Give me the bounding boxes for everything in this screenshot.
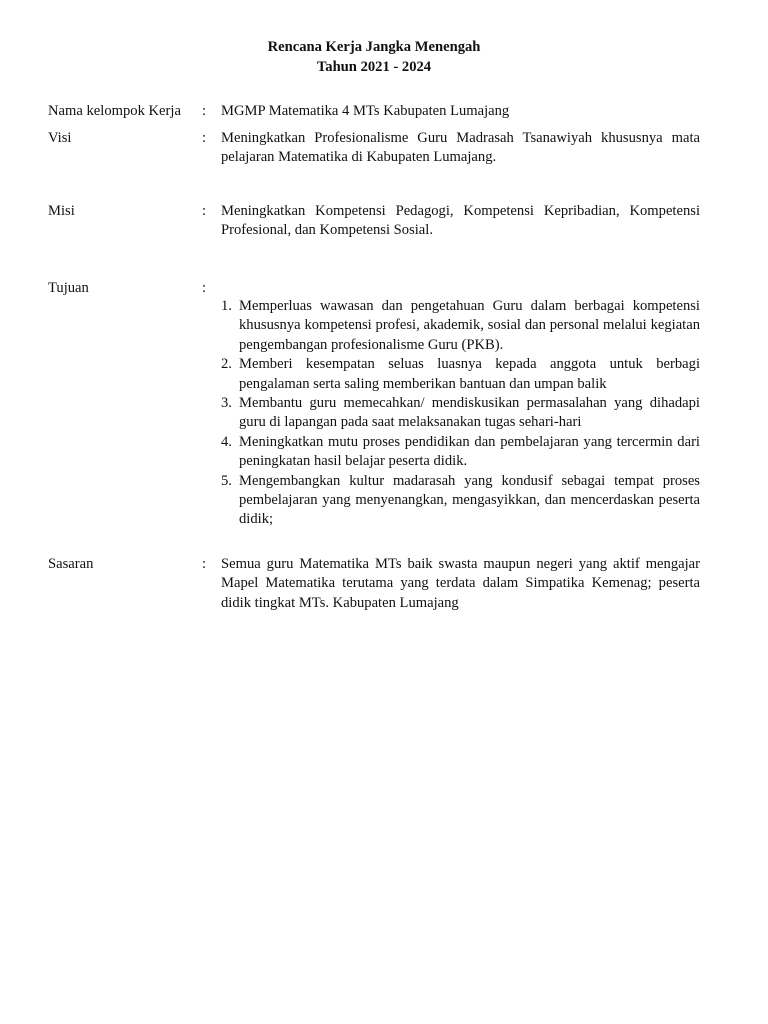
list-item (221, 394, 700, 433)
visi-label: Visi (48, 130, 72, 146)
title-line: Rencana Kerja Jangka Menengah (267, 39, 481, 55)
list-item-text: Membantu guru memecahkan/ mendiskusikan permasalahan yang dihadapi guru di lapangan pada saat melaksanakan tugas sehari-hari (239, 395, 700, 431)
nama-label: Nama kelompok Kerja (48, 103, 181, 119)
document-title (0, 38, 748, 77)
colon: : (202, 103, 207, 119)
sasaran-label: Sasaran (48, 556, 94, 572)
misi-label: Misi (48, 203, 75, 219)
sasaran-value: Semua guru Matematika MTs baik swasta maupun negeri yang aktif mengajar Mapel Matematika terutama yang terdata dalam Simpatika Kemenag; peserta didik tingkat MTs. Kabupaten Lumajang (221, 556, 700, 611)
list-item-text: Memberi kesempatan seluas luasnya kepada anggota untuk berbagi pengalaman serta saling memberikan bantuan dan umpan balik (239, 356, 700, 392)
colon: : (202, 556, 207, 572)
list-item-number: 5. (221, 472, 232, 489)
list-item-text: Memperluas wawasan dan pengetahuan Guru dalam berbagai kompetensi khususnya kompetensi profesi, akademik, sosial dan personal melalui kegiatan pengembangan profesionalisme Guru (PKB). (239, 298, 700, 353)
list-item-number: 1. (221, 298, 232, 314)
list-item (221, 297, 700, 355)
list-item-number: 2. (221, 356, 232, 373)
list-item (221, 433, 700, 472)
colon: : (202, 203, 207, 219)
list-item-number: 4. (221, 433, 232, 450)
subtitle-line: Tahun 2021 - 2024 (316, 58, 432, 75)
list-item (221, 472, 700, 530)
visi-value: Meningkatkan Profesionalisme Guru Madrasah Tsanawiyah khususnya mata pelajaran Matematika di Kabupaten Lumajang. (221, 130, 700, 166)
tujuan-label: Tujuan (48, 280, 89, 296)
colon: : (202, 130, 207, 146)
tujuan-list (221, 297, 700, 530)
nama-value: MGMP Matematika 4 MTs Kabupaten Lumajang (221, 103, 510, 119)
list-item-text: Mengembangkan kultur madarasah yang kondusif sebagai tempat proses pembelajaran yang menyenangkan, mengasyikkan, dan mencerdaskan peserta didik; (239, 472, 700, 528)
list-item-text: Meningkatkan mutu proses pendidikan dan pembelajaran yang tercermin dari peningkatan hasil belajar peserta didik. (239, 433, 700, 470)
list-item-number: 3. (221, 395, 232, 412)
colon: : (202, 280, 207, 296)
list-item (221, 355, 700, 394)
misi-value: Meningkatkan Kompetensi Pedagogi, Kompetensi Kepribadian, Kompetensi Profesional, dan Kompetensi Sosial. (221, 203, 700, 239)
